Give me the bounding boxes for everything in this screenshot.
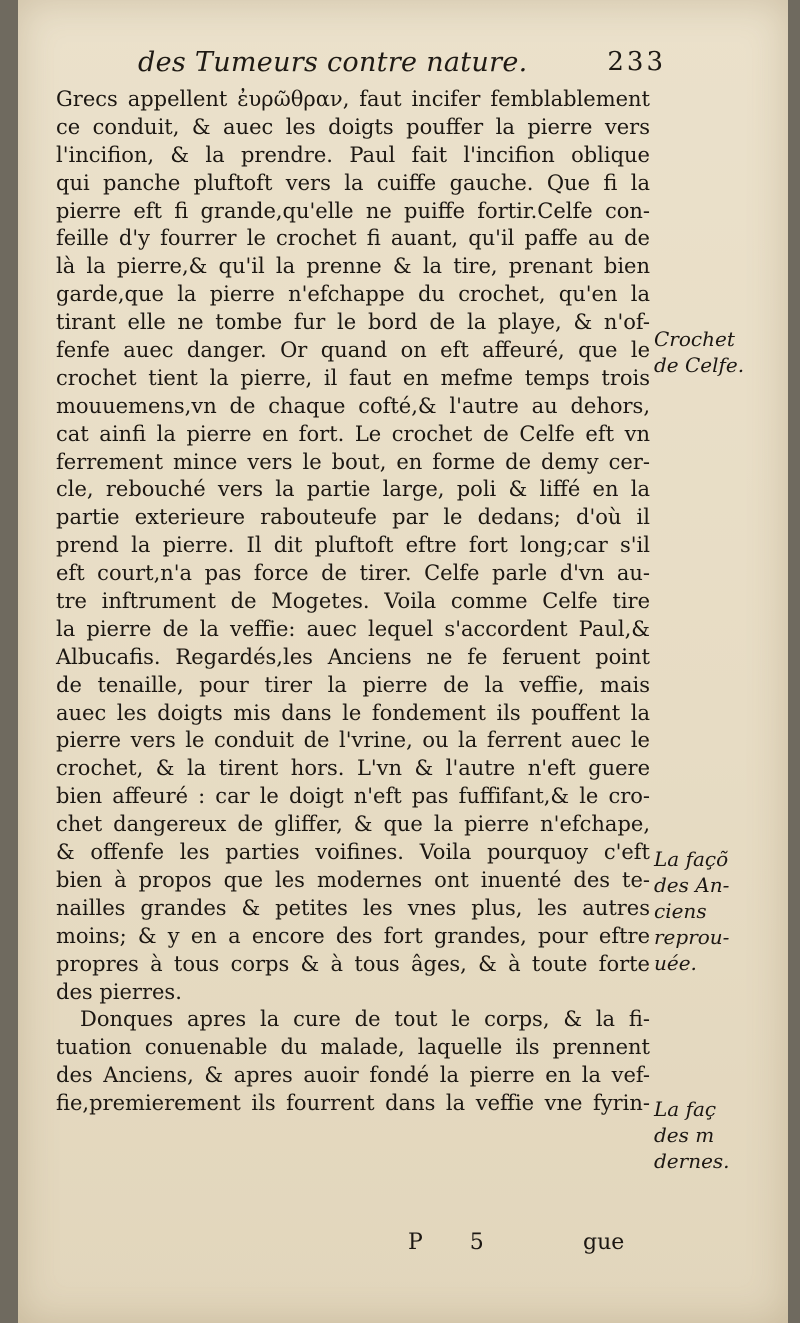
text-line: ce conduit, & auec les doigts pouffer la pierre vers [56, 114, 650, 139]
text-line: garde,que la pierre n'efchappe du crochet, qu'en la [56, 282, 650, 307]
margin-note-line: dernes. [654, 1149, 730, 1173]
text-line: tirant elle ne tombe fur le bord de la playe, & n'of- [56, 310, 650, 335]
text-line: tre inftrument de Mogetes. Voila comme Celfe tire [56, 589, 650, 614]
text-line: pierre eft fi grande,qu'elle ne puiffe fortir.Celfe con- [56, 198, 650, 223]
margin-note-line: Crochet [654, 327, 735, 351]
text-line: la pierre de la veffie: auec lequel s'accordent Paul,& [56, 616, 650, 641]
margin-note-line: La faç [654, 1097, 717, 1121]
text-line: des Anciens, & apres auoir fondé la pierre en la vef- [56, 1063, 650, 1088]
text-line: crochet, & la tirent hors. L'vn & l'autre n'eft guere [56, 756, 650, 781]
text-line: pierre vers le conduit de l'vrine, ou la ferrent auec le [56, 728, 650, 753]
text-line: mouuemens,vn de chaque cofté,& l'autre au dehors, [56, 393, 650, 418]
text-line: cat ainfi la pierre en fort. Le crochet de Celfe eft vn [56, 421, 650, 446]
text-line: bien affeuré : car le doigt n'eft pas fuffifant,& le cro- [56, 784, 650, 809]
text-line: ferrement mince vers le bout, en forme de demy cer- [56, 449, 650, 474]
text-line: feille d'y fourrer le crochet fi auant, qu'il paffe au de [56, 226, 650, 251]
catchword: gue [583, 1230, 625, 1255]
text-line: fenfe auec danger. Or quand on eft affeuré, que le [56, 338, 650, 363]
text-line: tuation conuenable du malade, laquelle ils prennent [56, 1035, 650, 1060]
text-line: l'incifion, & la prendre. Paul fait l'incifion oblique [56, 142, 650, 167]
margin-note-line: uée. [654, 951, 697, 975]
text-line: eft court,n'a pas force de tirer. Celfe parle d'vn au- [56, 561, 650, 586]
text-line: nailles grandes & petites les vnes plus, les autres [56, 895, 650, 920]
text-line: prend la pierre. Il dit pluftoft eftre fort long;car s'il [56, 533, 650, 558]
margin-note-line: ciens [654, 899, 707, 923]
text-line: chet dangereux de gliffer, & que la pierre n'efchape, [56, 812, 650, 837]
paragraph-end-line: des pierres. [56, 979, 182, 1004]
text-line: fie,premierement ils fourrent dans la veffie vne fyrin- [56, 1091, 650, 1116]
paragraph-start-line: Donques apres la cure de tout le corps, & la fi- [80, 1007, 650, 1032]
text-line: bien à propos que les modernes ont inuenté des te- [56, 867, 650, 892]
text-line: moins; & y en a encore des fort grandes, pour eftre [56, 923, 650, 948]
main-text-block [56, 86, 650, 1118]
text-line: cle, rebouché vers la partie large, poli & liffé en la [56, 477, 650, 502]
page-footer [18, 1230, 788, 1264]
text-line: crochet tient la pierre, il faut en mefme temps trois [56, 365, 650, 390]
page-header [138, 47, 666, 87]
signature-mark: P 5 [408, 1230, 504, 1255]
margin-note-crochet-celse [654, 326, 779, 378]
text-line: Grecs appellent ἐυρῶθραν, faut incifer femblablement [56, 87, 650, 111]
text-line: partie exterieure rabouteufe par le dedans; d'où il [56, 505, 650, 530]
text-line: là la pierre,& qu'il la prenne & la tire, prenant bien [56, 254, 650, 279]
margin-note-line: des m [654, 1123, 715, 1147]
margin-note-line: reprou- [654, 925, 730, 949]
page-number: 233 [607, 47, 666, 77]
text-line: qui panche pluftoft vers la cuiffe gauche. Que fi la [56, 170, 650, 195]
margin-note-anciens [654, 846, 779, 976]
running-title: des Tumeurs contre nature. [138, 47, 528, 78]
text-line: propres à tous corps & à tous âges, & à toute forte [56, 951, 650, 976]
text-line: Albucafis. Regardés,les Anciens ne fe feruent point [56, 644, 650, 669]
text-line: de tenaille, pour tirer la pierre de la veffie, mais [56, 672, 650, 697]
margin-note-line: La façõ [654, 847, 729, 871]
text-line: & offenfe les parties voifines. Voila pourquoy c'eft [56, 840, 650, 865]
text-line: auec les doigts mis dans le fondement ils pouffent la [56, 700, 650, 725]
margin-note-line: des An- [654, 873, 730, 897]
margin-note-line: de Celfe. [654, 353, 745, 377]
book-page [18, 0, 788, 1323]
margin-note-modernes [654, 1096, 779, 1174]
